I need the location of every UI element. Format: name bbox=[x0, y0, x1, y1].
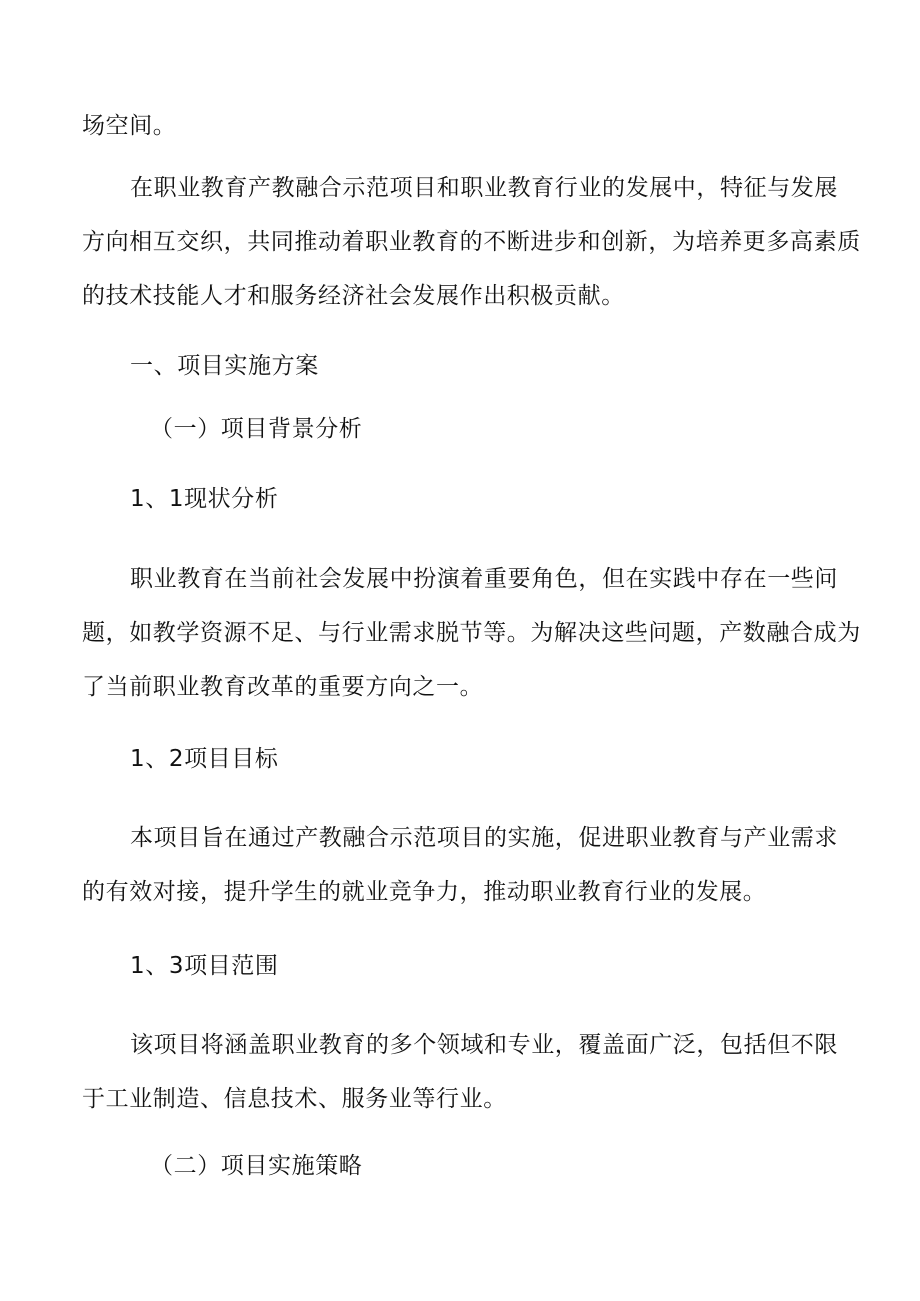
item-1-1-paragraph-line-1: 职业教育在当前社会发展中扮演着重要角色，但在实践中存在一些问 bbox=[130, 566, 838, 592]
item-heading-1-2: 1、2项目目标 bbox=[130, 746, 279, 772]
item-1-3-paragraph-line-2: 于工业制造、信息技术、服务业等行业。 bbox=[82, 1086, 507, 1112]
item-1-1-paragraph-line-3: 了当前职业教育改革的重要方向之一。 bbox=[82, 674, 484, 700]
item-heading-1-1: 1、1现状分析 bbox=[130, 486, 279, 512]
intro-paragraph-line-1: 在职业教育产教融合示范项目和职业教育行业的发展中，特征与发展 bbox=[130, 175, 838, 201]
item-1-3-paragraph-line-1: 该项目将涵盖职业教育的多个领域和专业，覆盖面广泛，包括但不限 bbox=[130, 1032, 838, 1058]
intro-paragraph-line-3: 的技术技能人才和服务经济社会发展作出积极贡献。 bbox=[82, 283, 625, 309]
item-heading-1-3: 1、3项目范围 bbox=[130, 953, 279, 979]
item-1-2-paragraph-line-2: 的有效对接，提升学生的就业竞争力，推动职业教育行业的发展。 bbox=[82, 879, 767, 905]
item-1-1-paragraph-line-2: 题，如教学资源不足、与行业需求脱节等。为解决这些问题，产数融合成为 bbox=[82, 620, 861, 646]
intro-paragraph-line-2: 方向相互交织，共同推动着职业教育的不断进步和创新，为培养更多高素质 bbox=[82, 229, 861, 255]
section-heading-1: 一、项目实施方案 bbox=[130, 353, 319, 379]
subsection-heading-1: （一）项目背景分析 bbox=[150, 416, 363, 442]
subsection-heading-2: （二）项目实施策略 bbox=[150, 1153, 363, 1179]
item-1-2-paragraph-line-1: 本项目旨在通过产教融合示范项目的实施，促进职业教育与产业需求 bbox=[130, 825, 838, 851]
intro-tail-text: 场空间。 bbox=[82, 113, 177, 139]
